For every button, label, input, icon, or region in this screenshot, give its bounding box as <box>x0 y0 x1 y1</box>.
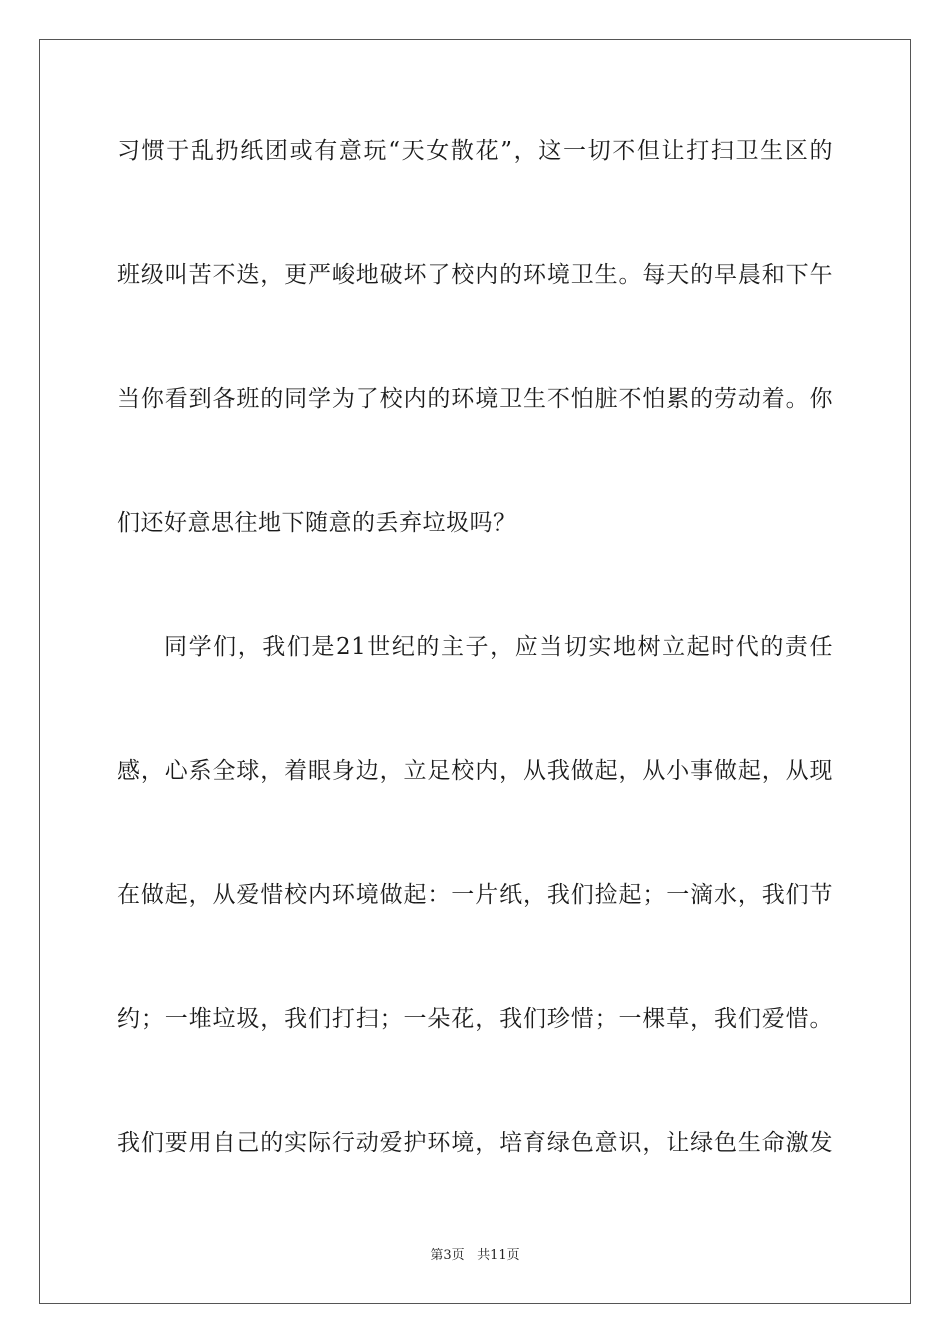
body-line-1: 习惯于乱扔纸团或有意玩“天女散花”，这一切不但让打扫卫生区的 <box>117 138 833 164</box>
page-border <box>39 39 911 1304</box>
body-line-6: 感，心系全球，着眼身边，立足校内，从我做起，从小事做起，从现 <box>117 758 833 784</box>
page-total: 共11页 <box>477 1248 520 1263</box>
page-number: 第3页 <box>430 1248 465 1263</box>
body-line-3: 当你看到各班的同学为了校内的环境卫生不怕脏不怕累的劳动着。你 <box>117 386 833 412</box>
body-line-4: 们还好意思往地下随意的丢弃垃圾吗？ <box>117 510 517 536</box>
page-footer <box>0 1247 950 1265</box>
body-line-9: 我们要用自己的实际行动爱护环境，培育绿色意识，让绿色生命激发 <box>117 1130 833 1156</box>
body-line-2: 班级叫苦不迭，更严峻地破坏了校内的环境卫生。每天的早晨和下午 <box>117 262 833 288</box>
body-line-7: 在做起，从爱惜校内环境做起：一片纸，我们捡起；一滴水，我们节 <box>117 882 833 908</box>
body-line-8: 约；一堆垃圾，我们打扫；一朵花，我们珍惜；一棵草，我们爱惜。 <box>117 1006 833 1032</box>
body-line-5: 同学们，我们是21世纪的主子，应当切实地树立起时代的责任 <box>164 634 833 660</box>
